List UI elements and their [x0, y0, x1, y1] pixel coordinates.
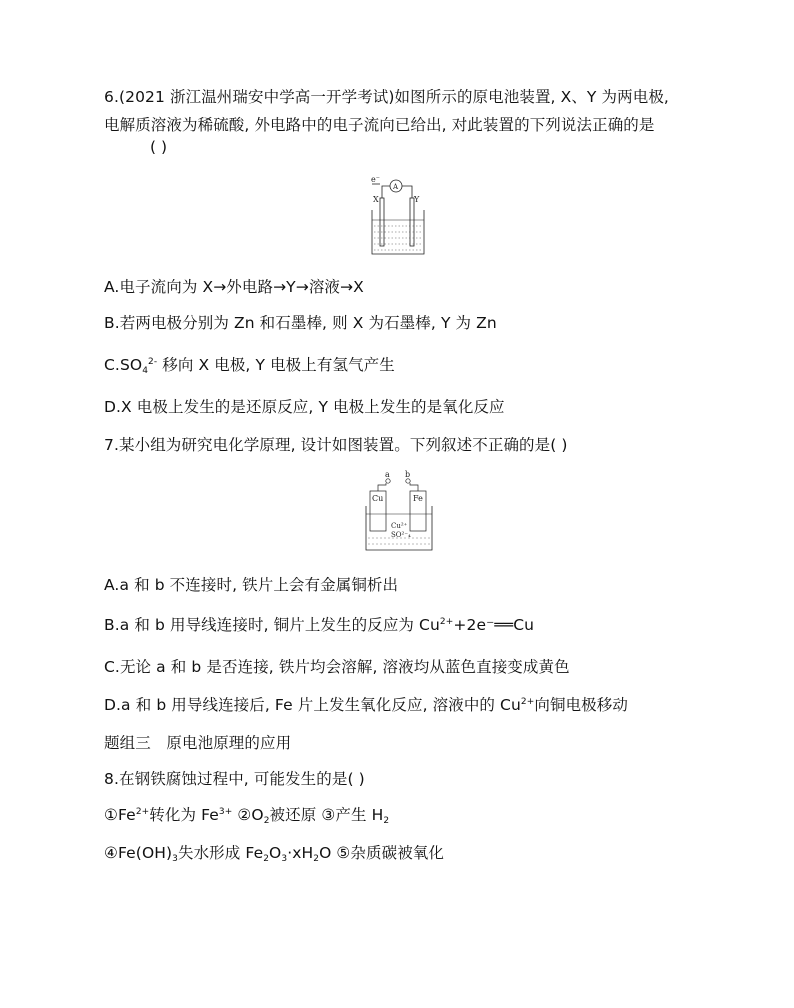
q7-option-c: C.无论 a 和 b 是否连接, 铁片均会溶解, 溶液均从蓝色直接变成黄色 [104, 658, 570, 676]
q7-fig-wire-a [378, 483, 386, 492]
q6-fig-electron: e⁻ [371, 175, 380, 184]
q6-stem-line1: 6.(2021 浙江温州瑞安中学高一开学考试)如图所示的原电池装置, X、Y 为两电极, [104, 88, 669, 106]
q7-figure [364, 468, 436, 554]
q7-option-a: A.a 和 b 不连接时, 铁片上会有金属铜析出 [104, 576, 399, 594]
q7-fig-terminal-b [406, 479, 410, 483]
q7-stem: 7.某小组为研究电化学原理, 设计如图装置。下列叙述不正确的是( ) [104, 436, 568, 454]
q7-fig-cu-label: Cu [372, 494, 384, 503]
q6-fig-electrode-x [380, 198, 384, 246]
q6-fig-ammeter-label: A [393, 183, 399, 191]
q6-option-c: $C.SO_4^{2-}$ 移向 X 电极, Y 电极上有氢气产生 [104, 356, 395, 376]
q6-stem-line2: 电解质溶液为稀硫酸, 外电路中的电子流向已给出, 对此装置的下列说法正确的是 [104, 116, 655, 134]
q6-option-a: A.电子流向为 X→外电路→Y→溶液→X [104, 278, 364, 296]
q7-option-b: B.a 和 b 用导线连接时, 铜片上发生的反应为 $Cu^{2+}+2e^-══Cu$ [104, 616, 535, 634]
q7-fig-a-label: a [385, 470, 390, 479]
q6-figure [368, 172, 430, 262]
q6-option-d: D.X 电极上发生的是还原反应, Y 电极上发生的是氧化反应 [104, 398, 505, 416]
q7-fig-ion-cu: Cu²⁺ [391, 522, 408, 530]
q7-fig-fe-label: Fe [413, 494, 423, 503]
q6-fig-x-label: X [373, 195, 379, 204]
q8-stem: 8.在钢铁腐蚀过程中, 可能发生的是( ) [104, 770, 365, 788]
q6-fig-electrode-y [410, 198, 414, 246]
section-title: 题组三 原电池原理的应用 [104, 734, 292, 752]
q8-choices-line1: $①Fe^{2+}$转化为 $Fe^{3+}$ $②O_2$被还原 ③产生 $H_2$ [104, 806, 390, 826]
q7-fig-b-label: b [405, 470, 411, 479]
q6-answer-paren: ( ) [150, 138, 168, 156]
q6-option-b: B.若两电极分别为 Zn 和石墨棒, 则 X 为石墨棒, Y 为 Zn [104, 314, 497, 332]
q7-option-d: D.a 和 b 用导线连接后, Fe 片上发生氧化反应, 溶液中的 $Cu^{2+}$向铜电极移动 [104, 696, 628, 714]
q8-choices-line2: $④Fe(OH)_3$失水形成 $Fe_2O_3\cdot xH_2O$ ⑤杂质碳被氧化 [104, 844, 445, 864]
q7-fig-ion-so4: SO²⁻₄ [391, 531, 411, 539]
q7-fig-terminal-a [386, 479, 390, 483]
q6-fig-y-label: Y [414, 195, 420, 204]
q7-fig-wire-b [410, 483, 418, 492]
